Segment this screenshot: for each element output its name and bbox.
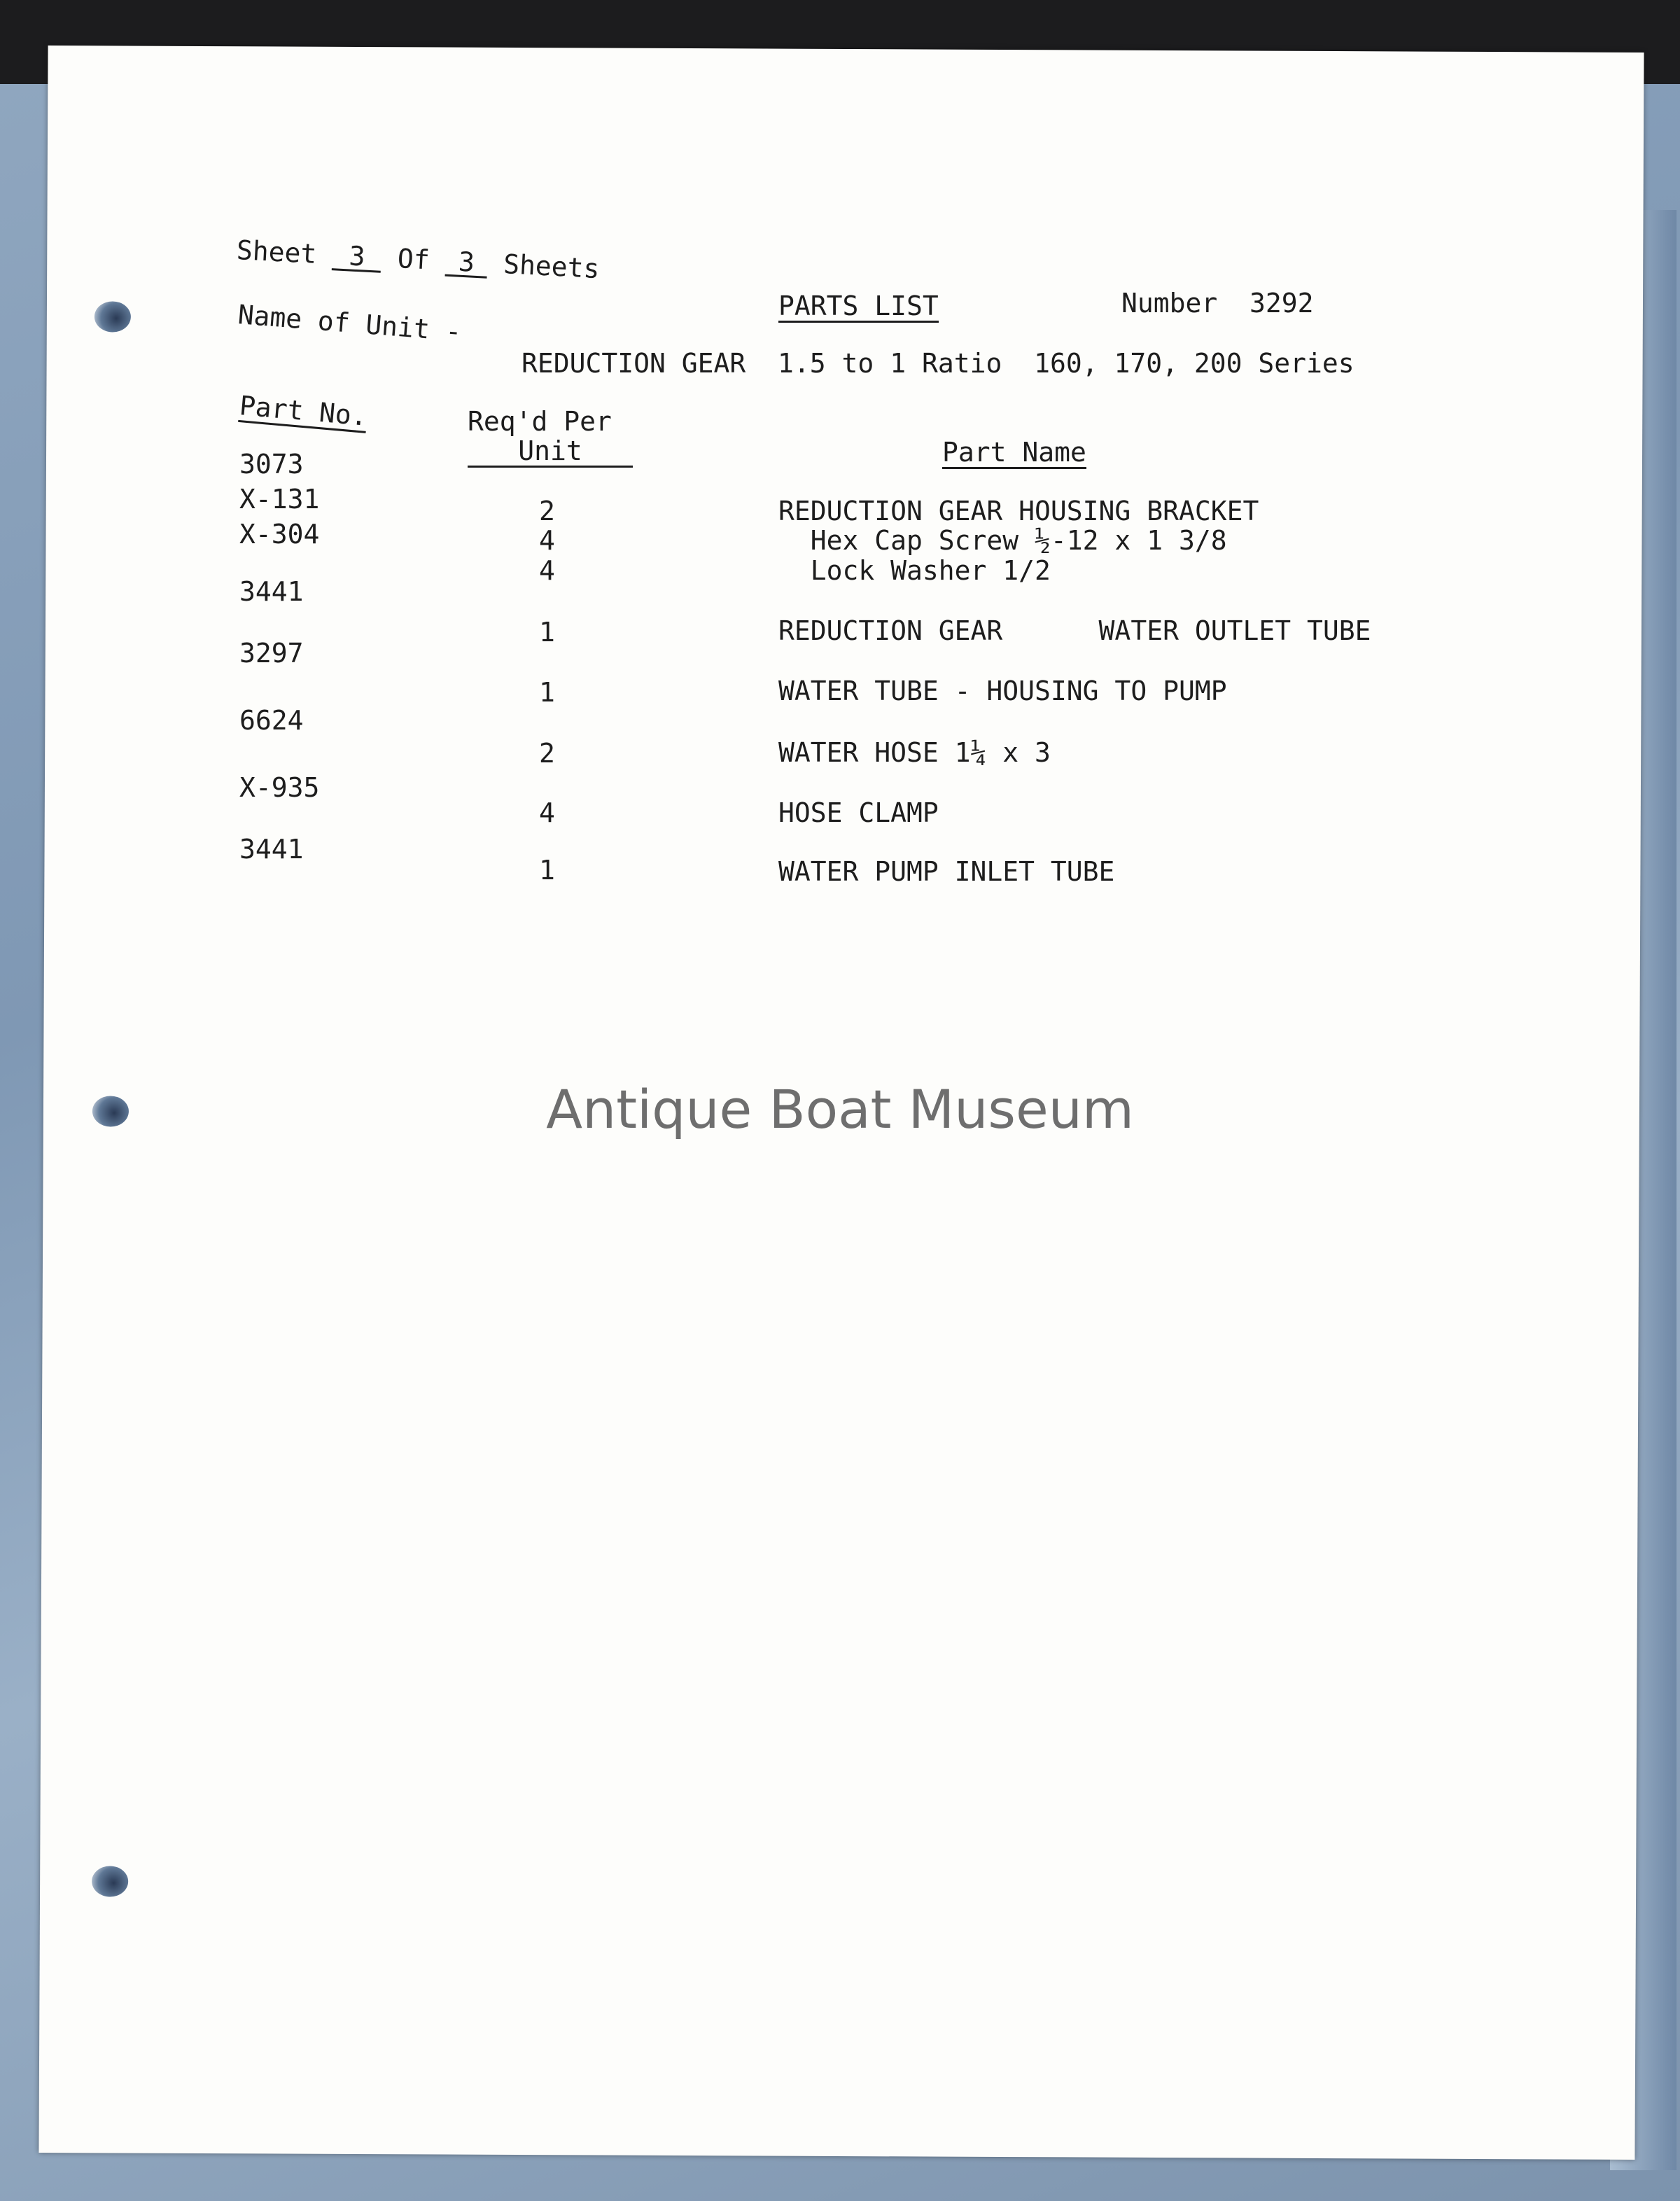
part-number: 3073 bbox=[239, 449, 304, 480]
quantity: 2 bbox=[539, 738, 555, 769]
part-name: WATER PUMP INLET TUBE bbox=[778, 856, 1115, 887]
document-title: PARTS LIST bbox=[778, 291, 939, 321]
column-header-reqd-line1: Req'd Per bbox=[468, 406, 612, 437]
sheets-label: Sheets bbox=[503, 249, 601, 285]
quantity: 4 bbox=[539, 797, 555, 828]
part-number: X-131 bbox=[239, 484, 320, 515]
part-number: 6624 bbox=[239, 705, 304, 736]
column-header-part-name: Part Name bbox=[942, 437, 1086, 468]
unit-label: Name of Unit - bbox=[237, 299, 463, 348]
quantity: 1 bbox=[539, 617, 555, 648]
part-name: Hex Cap Screw ½-12 x 1 3/8 bbox=[778, 525, 1227, 556]
column-header-part-no: Part No. bbox=[238, 390, 369, 432]
of-label: Of bbox=[396, 243, 430, 276]
quantity: 4 bbox=[539, 555, 555, 586]
column-header-reqd-line2: Unit bbox=[468, 438, 633, 468]
part-number: X-304 bbox=[239, 519, 320, 550]
part-name: HOSE CLAMP bbox=[778, 797, 939, 828]
part-name: REDUCTION GEAR HOUSING BRACKET bbox=[778, 496, 1259, 526]
punch-hole-bottom bbox=[92, 1866, 128, 1896]
quantity: 1 bbox=[539, 855, 555, 886]
quantity: 1 bbox=[539, 677, 555, 708]
quantity: 4 bbox=[539, 525, 555, 556]
part-number: 3297 bbox=[239, 638, 304, 669]
museum-watermark: Antique Boat Museum bbox=[546, 1078, 1134, 1140]
sheet-total: 3 bbox=[444, 248, 488, 279]
quantity: 2 bbox=[539, 496, 555, 526]
document-number bbox=[1121, 288, 1314, 319]
part-number: 3441 bbox=[239, 576, 304, 607]
number-value: 3292 bbox=[1250, 288, 1314, 319]
number-label: Number bbox=[1121, 288, 1218, 319]
part-number: X-935 bbox=[239, 772, 320, 803]
sheet-label: Sheet bbox=[235, 235, 318, 270]
part-number: 3441 bbox=[239, 834, 304, 865]
part-name: Lock Washer 1/2 bbox=[778, 555, 1051, 586]
part-name: REDUCTION GEAR WATER OUTLET TUBE bbox=[778, 615, 1371, 646]
sheet-number: 3 bbox=[332, 242, 382, 273]
part-name: WATER TUBE - HOUSING TO PUMP bbox=[778, 676, 1227, 706]
unit-name: REDUCTION GEAR 1.5 to 1 Ratio 160, 170, 200 Series bbox=[522, 348, 1354, 379]
part-name: WATER HOSE 1¼ x 3 bbox=[778, 737, 1051, 768]
punch-hole-top bbox=[94, 301, 131, 332]
